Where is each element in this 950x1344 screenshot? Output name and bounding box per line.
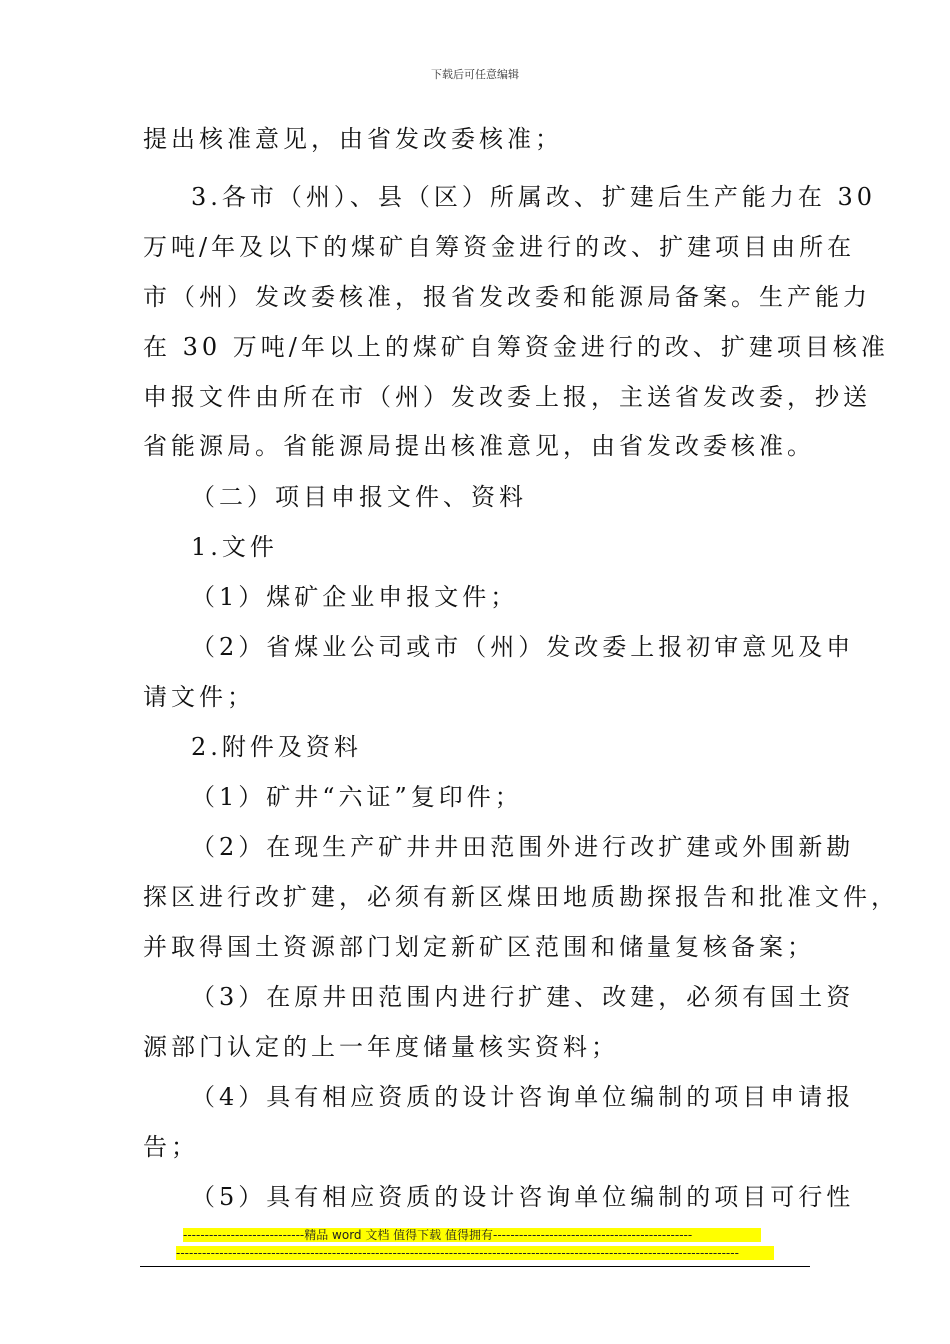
paragraph-line: 万吨/年及以下的煤矿自筹资金进行的改、扩建项目由所在: [143, 233, 856, 261]
list-item-continuation: 源部门认定的上一年度储量核实资料；: [143, 1033, 619, 1061]
list-item: （1）矿井“六证”复印件；: [191, 783, 523, 811]
list-item: （4）具有相应资质的设计咨询单位编制的项目申请报: [191, 1083, 855, 1111]
list-item-continuation: 探区进行改扩建，必须有新区煤田地质勘探报告和批准文件，: [143, 883, 899, 911]
list-item: （3）在原井田范围内进行扩建、改建，必须有国土资: [191, 983, 855, 1011]
list-item-continuation: 请文件；: [143, 683, 255, 711]
list-item-continuation: 告；: [143, 1133, 199, 1161]
section-heading: （二）项目申报文件、资料: [191, 483, 527, 511]
footer-banner: ----------------------------精品 word 文档 值得下载 值得拥有----------------------------------------------: [183, 1228, 761, 1242]
list-item: （1）煤矿企业申报文件；: [191, 583, 519, 611]
paragraph-line: 申报文件由所在市（州）发改委上报，主送省发改委，抄送: [143, 383, 871, 411]
paragraph-line: 3.各市（州）、县（区）所属改、扩建后生产能力在 30: [191, 183, 877, 211]
list-item-continuation: 并取得国土资源部门划定新矿区范围和储量复核备案；: [143, 933, 815, 961]
subsection-heading: 1.文件: [191, 533, 278, 561]
page-header: 下载后可任意编辑: [431, 68, 519, 81]
list-item: （2）在现生产矿井井田范围外进行改扩建或外围新勘: [191, 833, 855, 861]
list-item: （5）具有相应资质的设计咨询单位编制的项目可行性: [191, 1183, 855, 1211]
subsection-heading: 2.附件及资料: [191, 733, 362, 761]
paragraph-line: 省能源局。省能源局提出核准意见，由省发改委核准。: [143, 432, 815, 460]
paragraph-line: 提出核准意见，由省发改委核准；: [143, 125, 563, 153]
footer-dashes: ----------------------------------------------------------------------------------------------------------------------------------: [176, 1246, 774, 1260]
paragraph-line: 在 30 万吨/年以上的煤矿自筹资金进行的改、扩建项目核准: [143, 333, 889, 361]
list-item: （2）省煤业公司或市（州）发改委上报初审意见及申: [191, 633, 855, 661]
paragraph-line: 市（州）发改委核准，报省发改委和能源局备案。生产能力: [143, 283, 871, 311]
footer-rule: [140, 1266, 810, 1267]
